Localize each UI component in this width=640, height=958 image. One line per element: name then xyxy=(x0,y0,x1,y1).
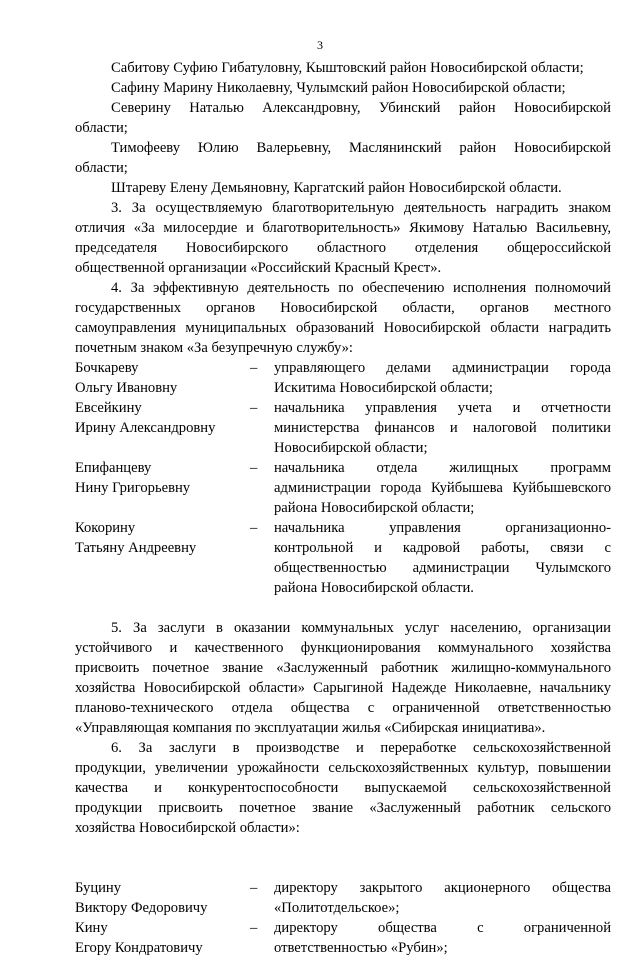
person-row xyxy=(75,558,611,578)
item4-line: самоуправления муниципальных образований Новосибирской области наградить xyxy=(75,320,611,336)
dash: – xyxy=(250,460,258,476)
awardee-line: Сабитову Суфию Гибатуловну, Кыштовский район Новосибирской области; xyxy=(111,60,584,76)
awardee-line: Тимофееву Юлию Валерьевну, Маслянинский район Новосибирской xyxy=(111,140,611,156)
item5-line: присвоить почетное звание «Заслуженный работник жилищно-коммунального xyxy=(75,660,611,676)
person-row xyxy=(75,378,611,398)
item5-line: хозяйства Новосибирской области» Сарыгиной Надежде Николаевне, начальнику xyxy=(75,680,611,696)
item4-line: 4. За эффективную деятельность по обеспечению исполнения полномочий xyxy=(111,280,611,296)
person-surname: Евсейкину xyxy=(75,400,142,416)
person-surname: Епифанцеву xyxy=(75,460,152,476)
person-position: начальника отдела жилищных программ xyxy=(274,460,611,476)
person-position: министерства финансов и налоговой политики xyxy=(274,420,611,436)
dash: – xyxy=(250,880,258,896)
item6-line: продукции, увеличении урожайности сельскохозяйственных культур, повышении xyxy=(75,760,611,776)
person-position: общественностью администрации Чулымского xyxy=(274,560,611,576)
person-row xyxy=(75,578,611,598)
person-row xyxy=(75,478,611,498)
item5-line: планово-технического отдела общества с ограниченной ответственностью xyxy=(75,700,611,716)
item5-line: устойчивого и качественного функционирования коммунального хозяйства xyxy=(75,640,611,656)
person-surname: Бочкареву xyxy=(75,360,139,376)
person-position: директору закрытого акционерного общества xyxy=(274,880,611,896)
item5-line: «Управляющая компания по эксплуатации жилья «Сибирская инициатива». xyxy=(75,720,546,736)
person-given-names: Нину Григорьевну xyxy=(75,480,191,496)
person-position: ответственностью «Рубин»; xyxy=(274,940,448,956)
item3-line: председателя Новосибирского областного отделения общероссийской xyxy=(75,240,611,256)
person-position: района Новосибирской области; xyxy=(274,500,475,516)
person-row xyxy=(75,398,611,418)
person-position: «Политотдельское»; xyxy=(274,900,400,916)
person-surname: Кину xyxy=(75,920,108,936)
person-position: начальника управления организационно- xyxy=(274,520,611,536)
item4-line: государственных органов Новосибирской области, органов местного xyxy=(75,300,611,316)
person-row xyxy=(75,458,611,478)
person-row xyxy=(75,918,611,938)
person-position: администрации города Куйбышева Куйбышевского xyxy=(274,480,611,496)
person-position: контрольной и кадровой работы, связи с xyxy=(274,540,611,556)
awardee-line: области; xyxy=(75,160,128,176)
person-position: Искитима Новосибирской области; xyxy=(274,380,493,396)
person-row xyxy=(75,938,611,958)
person-given-names: Егору Кондратовичу xyxy=(75,940,203,956)
person-row xyxy=(75,438,611,458)
person-row xyxy=(75,518,611,538)
person-position: района Новосибирской области. xyxy=(274,580,474,596)
dash: – xyxy=(250,400,258,416)
person-given-names: Ольгу Ивановну xyxy=(75,380,178,396)
awardee-line: Сафину Марину Николаевну, Чулымский район Новосибирской области; xyxy=(111,80,566,96)
item3-line: общественной организации «Российский Красный Крест». xyxy=(75,260,442,276)
item6-line: качества и конкурентоспособности выпускаемой сельскохозяйственной xyxy=(75,780,611,796)
item4-line: почетным знаком «За безупречную службу»: xyxy=(75,340,353,356)
awardee-line: Штареву Елену Демьяновну, Каргатский район Новосибирской области. xyxy=(111,180,562,196)
person-row xyxy=(75,898,611,918)
item6-line: 6. За заслуги в производстве и переработке сельскохозяйственной xyxy=(111,740,611,756)
person-position: начальника управления учета и отчетности xyxy=(274,400,611,416)
awardee-line: Северину Наталью Александровну, Убинский район Новосибирской xyxy=(111,100,611,116)
person-row xyxy=(75,878,611,898)
person-position: директору общества с ограниченной xyxy=(274,920,611,936)
person-given-names: Виктору Федоровичу xyxy=(75,900,208,916)
item5-line: 5. За заслуги в оказании коммунальных услуг населению, организации xyxy=(111,620,611,636)
person-row xyxy=(75,358,611,378)
item3-line: отличия «За милосердие и благотворительность» Якимову Наталью Васильевну, xyxy=(75,220,611,236)
person-surname: Кокорину xyxy=(75,520,136,536)
person-given-names: Ирину Александровну xyxy=(75,420,216,436)
person-surname: Буцину xyxy=(75,880,122,896)
dash: – xyxy=(250,920,258,936)
person-row xyxy=(75,418,611,438)
item3-line: 3. За осуществляемую благотворительную деятельность наградить знаком xyxy=(111,200,611,216)
person-position: управляющего делами администрации города xyxy=(274,360,611,376)
item6-line: продукции присвоить почетное звание «Заслуженный работник сельского xyxy=(75,800,611,816)
document-body xyxy=(75,58,611,958)
page-number: 3 xyxy=(317,38,323,52)
person-position: Новосибирской области; xyxy=(274,440,428,456)
awardee-line: области; xyxy=(75,120,128,136)
dash: – xyxy=(250,360,258,376)
item6-line: хозяйства Новосибирской области»: xyxy=(75,820,300,836)
person-given-names: Татьяну Андреевну xyxy=(75,540,197,556)
person-row xyxy=(75,498,611,518)
dash: – xyxy=(250,520,258,536)
person-row xyxy=(75,538,611,558)
